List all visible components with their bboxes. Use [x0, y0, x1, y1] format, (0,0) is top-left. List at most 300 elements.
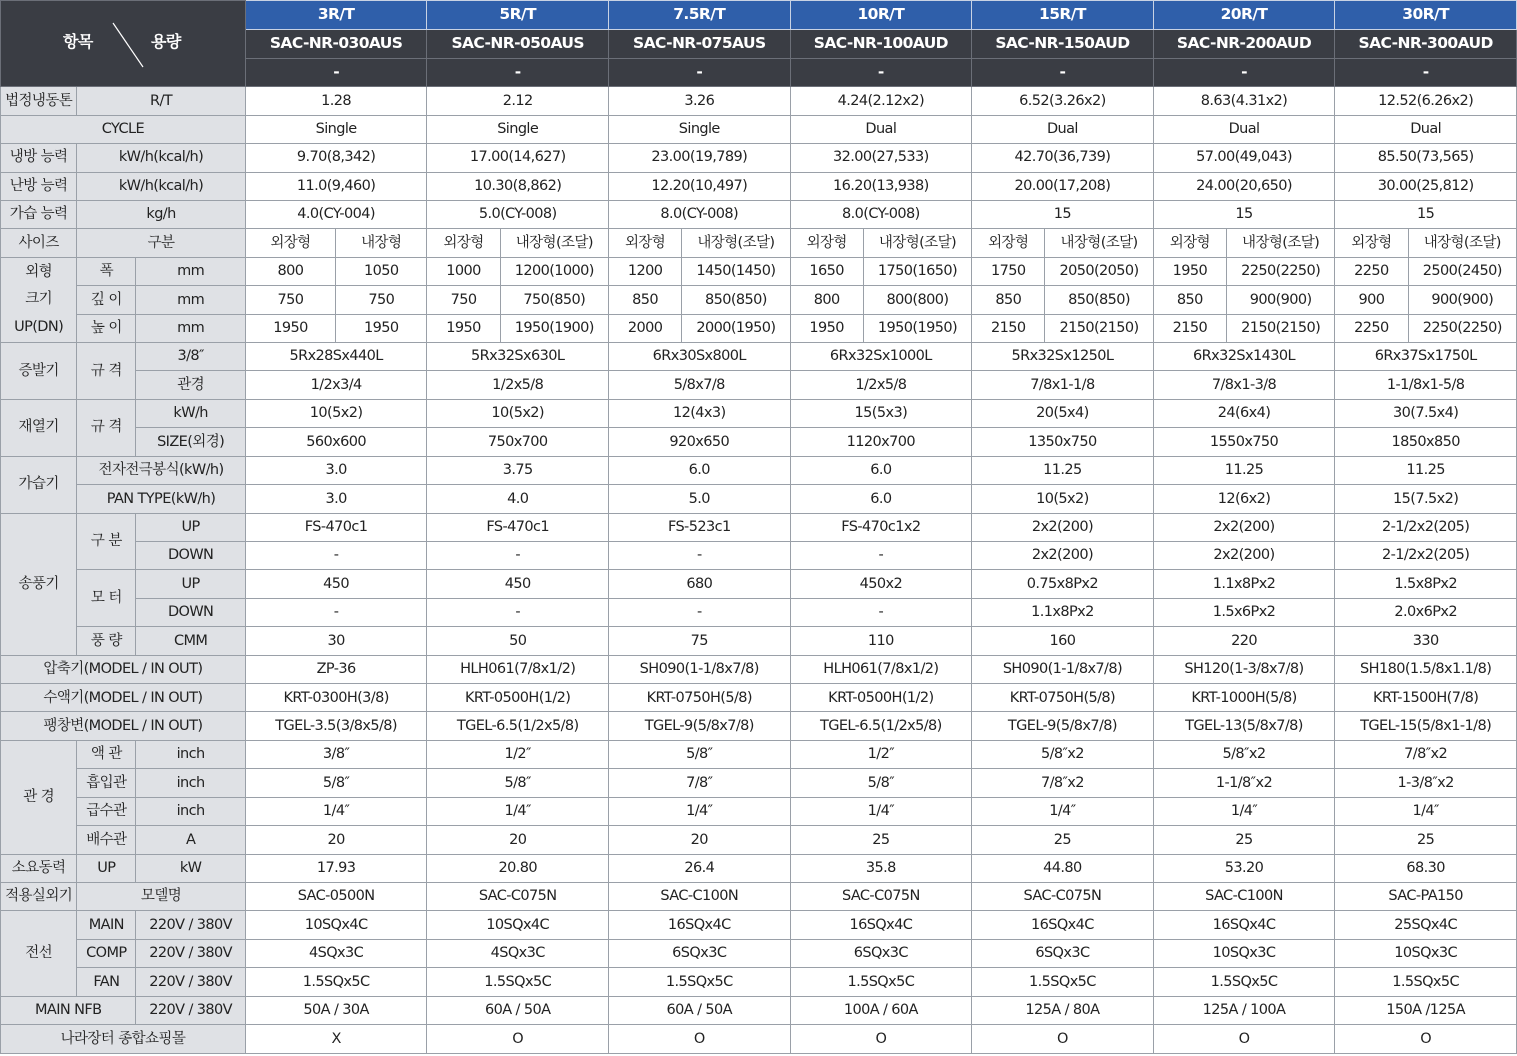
spec-row: [1, 371, 1517, 399]
spec-value: 5Rx28Sx440L: [245, 343, 427, 371]
spec-row: [1, 627, 1517, 655]
spec-value: 125A / 80A: [972, 996, 1154, 1024]
model-code-header: SAC-NR-300AUD: [1335, 30, 1517, 59]
spec-value: 2-1/2x2(205): [1335, 541, 1517, 569]
spec-value: HLH061(7/8x1/2): [427, 655, 609, 683]
spec-value: 20: [608, 826, 790, 854]
spec-value: ZP-36: [245, 655, 427, 683]
spec-row: [1, 456, 1517, 484]
header-corner-cell: [1, 1, 246, 87]
spec-value: SH120(1-3/8x7/8): [1153, 655, 1335, 683]
spec-value-external: 2150: [972, 314, 1045, 342]
row-sub-label: 액 관: [77, 740, 136, 768]
row-sub-label: UP: [77, 854, 136, 882]
spec-value-external: 800: [790, 286, 863, 314]
spec-value: 1.5x6Px2: [1153, 598, 1335, 626]
spec-value: -: [608, 598, 790, 626]
row-sub-label: kW/h(kcal/h): [77, 143, 246, 172]
spec-value: Dual: [1335, 115, 1517, 143]
corner-diagonal: [1, 1, 244, 87]
spec-value: 1.5SQx5C: [1153, 968, 1335, 996]
spec-value-internal: 2250(2250): [1408, 314, 1516, 342]
spec-value: 1/2x5/8: [427, 371, 609, 399]
spec-value: 5/8″: [608, 740, 790, 768]
spec-value-external: 2250: [1335, 257, 1408, 285]
spec-value: 15(7.5x2): [1335, 485, 1517, 513]
spec-value: 20: [427, 826, 609, 854]
spec-value-internal: 1950: [336, 314, 427, 342]
spec-value: 3/8″: [245, 740, 427, 768]
spec-row: [1, 1025, 1517, 1054]
spec-value: 4.24(2.12x2): [790, 87, 972, 115]
spec-value: 2-1/2x2(205): [1335, 513, 1517, 541]
spec-value: 4SQx3C: [245, 939, 427, 967]
spec-value: -: [245, 598, 427, 626]
spec-value-internal: 1200(1000): [500, 257, 608, 285]
spec-value: 2.0x6Px2: [1335, 598, 1517, 626]
row-sub-label: 규 격: [77, 399, 136, 456]
spec-value: TGEL-6.5(1/2x5/8): [427, 712, 609, 740]
dash-header: -: [427, 59, 609, 87]
spec-value: 7/8″x2: [972, 769, 1154, 797]
spec-value: O: [1335, 1025, 1517, 1054]
dash-header: -: [1153, 59, 1335, 87]
spec-value: KRT-1000H(5/8): [1153, 684, 1335, 712]
spec-value-internal: 2050(2050): [1045, 257, 1153, 285]
spec-value: 6.0: [790, 485, 972, 513]
spec-value: 1.5x8Px2: [1335, 570, 1517, 598]
spec-value: 450: [427, 570, 609, 598]
spec-row: [1, 200, 1517, 228]
spec-value-internal: 내장형: [336, 229, 427, 257]
spec-value: 1/4″: [608, 797, 790, 825]
spec-value-internal: 1750(1650): [863, 257, 971, 285]
spec-value: 53.20: [1153, 854, 1335, 882]
spec-value: 6.52(3.26x2): [972, 87, 1154, 115]
spec-value: 2x2(200): [972, 513, 1154, 541]
row-group-label: 재열기: [1, 399, 77, 456]
spec-value: 16SQx4C: [608, 911, 790, 939]
spec-row: [1, 769, 1517, 797]
row-unit-label: SIZE(외경): [136, 428, 245, 456]
row-unit-label: mm: [136, 314, 245, 342]
spec-value: 24(6x4): [1153, 399, 1335, 427]
spec-value-external: 1950: [790, 314, 863, 342]
spec-value-external: 750: [245, 286, 335, 314]
spec-value: -: [245, 541, 427, 569]
spec-value-internal: 1450(1450): [682, 257, 790, 285]
row-unit-label: A: [136, 826, 245, 854]
spec-value: 5/8″: [245, 769, 427, 797]
spec-value: 1/2x5/8: [790, 371, 972, 399]
row-sub-label: MAIN: [77, 911, 136, 939]
spec-value: 75: [608, 627, 790, 655]
spec-value: 11.25: [972, 456, 1154, 484]
spec-value: 1.5SQx5C: [245, 968, 427, 996]
spec-value: 15: [1153, 200, 1335, 228]
spec-value: 11.0(9,460): [245, 172, 427, 200]
spec-value: 7/8x1-1/8: [972, 371, 1154, 399]
spec-row: [1, 939, 1517, 967]
spec-value: 5.0: [608, 485, 790, 513]
row-sub-label: 모델명: [77, 883, 246, 911]
spec-value: SAC-C100N: [608, 883, 790, 911]
spec-value: 5/8″: [790, 769, 972, 797]
spec-value: 16SQx4C: [790, 911, 972, 939]
row-label: 압축기(MODEL / IN OUT): [1, 655, 246, 683]
row-group-label: 가습 능력: [1, 200, 77, 228]
spec-value: O: [972, 1025, 1154, 1054]
spec-row: [1, 229, 1517, 257]
spec-value: 57.00(49,043): [1153, 143, 1335, 172]
spec-value-external: 900: [1335, 286, 1408, 314]
spec-value: 330: [1335, 627, 1517, 655]
spec-value: 3.75: [427, 456, 609, 484]
spec-value-external: 1750: [972, 257, 1045, 285]
spec-value: 50A / 30A: [245, 996, 427, 1024]
model-code-header: SAC-NR-100AUD: [790, 30, 972, 59]
spec-value: 560x600: [245, 428, 427, 456]
spec-value: 16SQx4C: [1153, 911, 1335, 939]
spec-row: [1, 968, 1517, 996]
spec-value: 6SQx3C: [972, 939, 1154, 967]
spec-value-external: 외장형: [608, 229, 681, 257]
spec-row: [1, 598, 1517, 626]
row-sub-label: 흡입관: [77, 769, 136, 797]
spec-value-external: 2150: [1153, 314, 1226, 342]
capacity-header: 10R/T: [790, 1, 972, 30]
spec-value: 7/8x1-3/8: [1153, 371, 1335, 399]
spec-value: 12.20(10,497): [608, 172, 790, 200]
spec-value-external: 외장형: [1153, 229, 1226, 257]
spec-value: 25: [972, 826, 1154, 854]
spec-value-external: 1000: [427, 257, 500, 285]
spec-value-internal: 2250(2250): [1226, 257, 1334, 285]
spec-value: 1/2″: [790, 740, 972, 768]
row-group-label: 사이즈: [1, 229, 77, 257]
row-unit-label: inch: [136, 740, 245, 768]
capacity-label: 용량: [151, 32, 181, 51]
capacity-header: 7.5R/T: [608, 1, 790, 30]
spec-value: 5Rx32Sx630L: [427, 343, 609, 371]
spec-value: 15: [972, 200, 1154, 228]
row-unit-label: CMM: [136, 627, 245, 655]
spec-value: O: [790, 1025, 972, 1054]
dash-header: -: [245, 59, 427, 87]
row-unit-label: kW: [136, 854, 245, 882]
spec-value-internal: 2150(2150): [1045, 314, 1153, 342]
row-sub-label: PAN TYPE(kW/h): [77, 485, 246, 513]
spec-row: [1, 428, 1517, 456]
row-unit-label: mm: [136, 257, 245, 285]
spec-value-external: 850: [608, 286, 681, 314]
spec-value: 30(7.5x4): [1335, 399, 1517, 427]
spec-value-internal: 내장형(조달): [1408, 229, 1516, 257]
row-label: 팽창변(MODEL / IN OUT): [1, 712, 246, 740]
spec-value: 1.5SQx5C: [608, 968, 790, 996]
spec-row: [1, 485, 1517, 513]
spec-value: 5Rx32Sx1250L: [972, 343, 1154, 371]
spec-value: 1.28: [245, 87, 427, 115]
spec-value: 2x2(200): [1153, 541, 1335, 569]
spec-row: [1, 513, 1517, 541]
spec-value-internal: 내장형(조달): [863, 229, 971, 257]
spec-value: 10SQx3C: [1335, 939, 1517, 967]
row-sub-label: 폭: [77, 257, 136, 285]
row-label: CYCLE: [1, 115, 246, 143]
spec-value: 1-1/8″x2: [1153, 769, 1335, 797]
row-label: 나라장터 종합쇼핑몰: [1, 1025, 246, 1054]
spec-value: SAC-C075N: [790, 883, 972, 911]
spec-value: 0.75x8Px2: [972, 570, 1154, 598]
spec-value: 8.0(CY-008): [790, 200, 972, 228]
spec-value-internal: 900(900): [1226, 286, 1334, 314]
spec-value: KRT-1500H(7/8): [1335, 684, 1517, 712]
row-sub-label: 높 이: [77, 314, 136, 342]
spec-value: 25: [1153, 826, 1335, 854]
row-group-label: MAIN NFB: [1, 996, 136, 1024]
spec-value: TGEL-15(5/8x1-1/8): [1335, 712, 1517, 740]
spec-value: 1/4″: [427, 797, 609, 825]
spec-value: Dual: [972, 115, 1154, 143]
spec-value: 7/8″x2: [1335, 740, 1517, 768]
spec-value: 1550x750: [1153, 428, 1335, 456]
spec-value: 1/2″: [427, 740, 609, 768]
spec-value: 150A /125A: [1335, 996, 1517, 1024]
row-sub-label: 풍 량: [77, 627, 136, 655]
capacity-header: 15R/T: [972, 1, 1154, 30]
spec-value: 11.25: [1153, 456, 1335, 484]
spec-value: 1.1x8Px2: [972, 598, 1154, 626]
spec-row: [1, 883, 1517, 911]
spec-value: 4.0(CY-004): [245, 200, 427, 228]
spec-value: 20.00(17,208): [972, 172, 1154, 200]
spec-value: 750x700: [427, 428, 609, 456]
spec-value-internal: 750(850): [500, 286, 608, 314]
spec-value-internal: 850(850): [682, 286, 790, 314]
spec-value-internal: 900(900): [1408, 286, 1516, 314]
spec-value-internal: 800(800): [863, 286, 971, 314]
model-code-header: SAC-NR-050AUS: [427, 30, 609, 59]
spec-value-external: 외장형: [790, 229, 863, 257]
spec-value: SH180(1.5/8x1.1/8): [1335, 655, 1517, 683]
dash-header: -: [608, 59, 790, 87]
spec-value: 6Rx30Sx800L: [608, 343, 790, 371]
spec-value: Single: [245, 115, 427, 143]
spec-value: 5/8x7/8: [608, 371, 790, 399]
row-group-label: 송풍기: [1, 513, 77, 655]
spec-value: FS-470c1: [245, 513, 427, 541]
spec-row: [1, 172, 1517, 200]
spec-value: 1.5SQx5C: [790, 968, 972, 996]
spec-row: [1, 115, 1517, 143]
spec-value: 20(5x4): [972, 399, 1154, 427]
spec-row: [1, 343, 1517, 371]
spec-value: 12(4x3): [608, 399, 790, 427]
spec-value: 8.0(CY-008): [608, 200, 790, 228]
spec-row: [1, 399, 1517, 427]
spec-value: 6.0: [790, 456, 972, 484]
spec-value: 20.80: [427, 854, 609, 882]
spec-value: 1.5SQx5C: [972, 968, 1154, 996]
spec-value: 450: [245, 570, 427, 598]
spec-value: 25SQx4C: [1335, 911, 1517, 939]
row-sub-label: 전자전극봉식(kW/h): [77, 456, 246, 484]
spec-value: 160: [972, 627, 1154, 655]
spec-value: O: [1153, 1025, 1335, 1054]
row-group-label: 적용실외기: [1, 883, 77, 911]
row-unit-label: 3/8″: [136, 343, 245, 371]
capacity-header: 3R/T: [245, 1, 427, 30]
spec-value: 1.1x8Px2: [1153, 570, 1335, 598]
spec-value: 5.0(CY-008): [427, 200, 609, 228]
spec-value: 1/4″: [1153, 797, 1335, 825]
spec-value-external: 외장형: [245, 229, 335, 257]
row-sub-label: R/T: [77, 87, 246, 115]
model-code-header: SAC-NR-200AUD: [1153, 30, 1335, 59]
spec-value: 100A / 60A: [790, 996, 972, 1024]
spec-value: 10SQx4C: [245, 911, 427, 939]
spec-value: FS-470c1x2: [790, 513, 972, 541]
spec-value: 24.00(20,650): [1153, 172, 1335, 200]
spec-value: 1-3/8″x2: [1335, 769, 1517, 797]
spec-value: SAC-PA150: [1335, 883, 1517, 911]
spec-value-external: 800: [245, 257, 335, 285]
spec-row: [1, 684, 1517, 712]
spec-value: 32.00(27,533): [790, 143, 972, 172]
spec-value: 85.50(73,565): [1335, 143, 1517, 172]
spec-value-internal: 2150(2150): [1226, 314, 1334, 342]
spec-value: 23.00(19,789): [608, 143, 790, 172]
spec-value: 220: [1153, 627, 1335, 655]
spec-value: 6SQx3C: [790, 939, 972, 967]
spec-value: SAC-C075N: [972, 883, 1154, 911]
spec-row: [1, 712, 1517, 740]
spec-row: [1, 740, 1517, 768]
spec-value: 15(5x3): [790, 399, 972, 427]
spec-value-external: 외장형: [1335, 229, 1408, 257]
spec-value: TGEL-6.5(1/2x5/8): [790, 712, 972, 740]
spec-value: 1/4″: [790, 797, 972, 825]
spec-value: SAC-C075N: [427, 883, 609, 911]
spec-value: 30.00(25,812): [1335, 172, 1517, 200]
spec-value: X: [245, 1025, 427, 1054]
spec-value: 125A / 100A: [1153, 996, 1335, 1024]
spec-row: [1, 826, 1517, 854]
spec-row: [1, 257, 1517, 285]
spec-value: 4SQx3C: [427, 939, 609, 967]
spec-value: KRT-0750H(5/8): [972, 684, 1154, 712]
spec-row: [1, 87, 1517, 115]
spec-value: 6Rx32Sx1430L: [1153, 343, 1335, 371]
spec-value: 680: [608, 570, 790, 598]
spec-value: 2x2(200): [1153, 513, 1335, 541]
spec-value: 10SQx3C: [1153, 939, 1335, 967]
spec-value-internal: 1050: [336, 257, 427, 285]
spec-value: O: [608, 1025, 790, 1054]
spec-value-internal: 내장형(조달): [500, 229, 608, 257]
spec-value: 8.63(4.31x2): [1153, 87, 1335, 115]
spec-value-external: 2250: [1335, 314, 1408, 342]
spec-value: 5/8″x2: [972, 740, 1154, 768]
spec-value: SAC-C100N: [1153, 883, 1335, 911]
spec-value-internal: 750: [336, 286, 427, 314]
spec-value: -: [790, 598, 972, 626]
spec-value: 1.5SQx5C: [1335, 968, 1517, 996]
model-code-header: SAC-NR-150AUD: [972, 30, 1154, 59]
spec-value-external: 1950: [1153, 257, 1226, 285]
row-sub-label: 규 격: [77, 343, 136, 400]
spec-value: 35.8: [790, 854, 972, 882]
row-group-label: 난방 능력: [1, 172, 77, 200]
spec-value: 10SQx4C: [427, 911, 609, 939]
spec-value-internal: 1950(1900): [500, 314, 608, 342]
model-code-header: SAC-NR-030AUS: [245, 30, 427, 59]
spec-value-external: 1200: [608, 257, 681, 285]
capacity-header: 20R/T: [1153, 1, 1335, 30]
spec-value: 6Rx37Sx1750L: [1335, 343, 1517, 371]
spec-row: [1, 143, 1517, 172]
spec-value-internal: 2000(1950): [682, 314, 790, 342]
spec-value: 2.12: [427, 87, 609, 115]
spec-value: 12.52(6.26x2): [1335, 87, 1517, 115]
spec-value-internal: 1950(1950): [863, 314, 971, 342]
spec-value: 17.00(14,627): [427, 143, 609, 172]
spec-value: 11.25: [1335, 456, 1517, 484]
spec-value: 10.30(8,862): [427, 172, 609, 200]
dash-header: -: [972, 59, 1154, 87]
spec-value-external: 외장형: [972, 229, 1045, 257]
spec-value: 6Rx32Sx1000L: [790, 343, 972, 371]
spec-value: 3.26: [608, 87, 790, 115]
spec-value: KRT-0750H(5/8): [608, 684, 790, 712]
row-unit-label: kW/h: [136, 399, 245, 427]
spec-value: 60A / 50A: [608, 996, 790, 1024]
spec-value: 5/8″: [427, 769, 609, 797]
spec-value-internal: 내장형(조달): [1226, 229, 1334, 257]
row-unit-label: mm: [136, 286, 245, 314]
spec-value: 16SQx4C: [972, 911, 1154, 939]
row-group-label: 냉방 능력: [1, 143, 77, 172]
spec-value: Single: [608, 115, 790, 143]
spec-value: 920x650: [608, 428, 790, 456]
spec-row: [1, 996, 1517, 1024]
spec-value: Dual: [790, 115, 972, 143]
row-unit-label: DOWN: [136, 598, 245, 626]
spec-value: 10(5x2): [427, 399, 609, 427]
row-unit-label: 220V / 380V: [136, 911, 245, 939]
spec-value-external: 750: [427, 286, 500, 314]
spec-value: 9.70(8,342): [245, 143, 427, 172]
spec-value: 30: [245, 627, 427, 655]
row-unit-label: inch: [136, 769, 245, 797]
spec-value: Dual: [1153, 115, 1335, 143]
capacity-header: 30R/T: [1335, 1, 1517, 30]
spec-value: 16.20(13,938): [790, 172, 972, 200]
spec-value-internal: 내장형(조달): [682, 229, 790, 257]
spec-value-external: 1950: [245, 314, 335, 342]
row-sub-label: 구 분: [77, 513, 136, 570]
spec-value: 1.5SQx5C: [427, 968, 609, 996]
spec-value: 17.93: [245, 854, 427, 882]
spec-value: 4.0: [427, 485, 609, 513]
spec-value: SH090(1-1/8x7/8): [972, 655, 1154, 683]
spec-value: 1-1/8x1-5/8: [1335, 371, 1517, 399]
spec-value: 25: [1335, 826, 1517, 854]
spec-value-internal: 내장형(조달): [1045, 229, 1153, 257]
spec-value: -: [427, 598, 609, 626]
spec-value: TGEL-3.5(3/8x5/8): [245, 712, 427, 740]
